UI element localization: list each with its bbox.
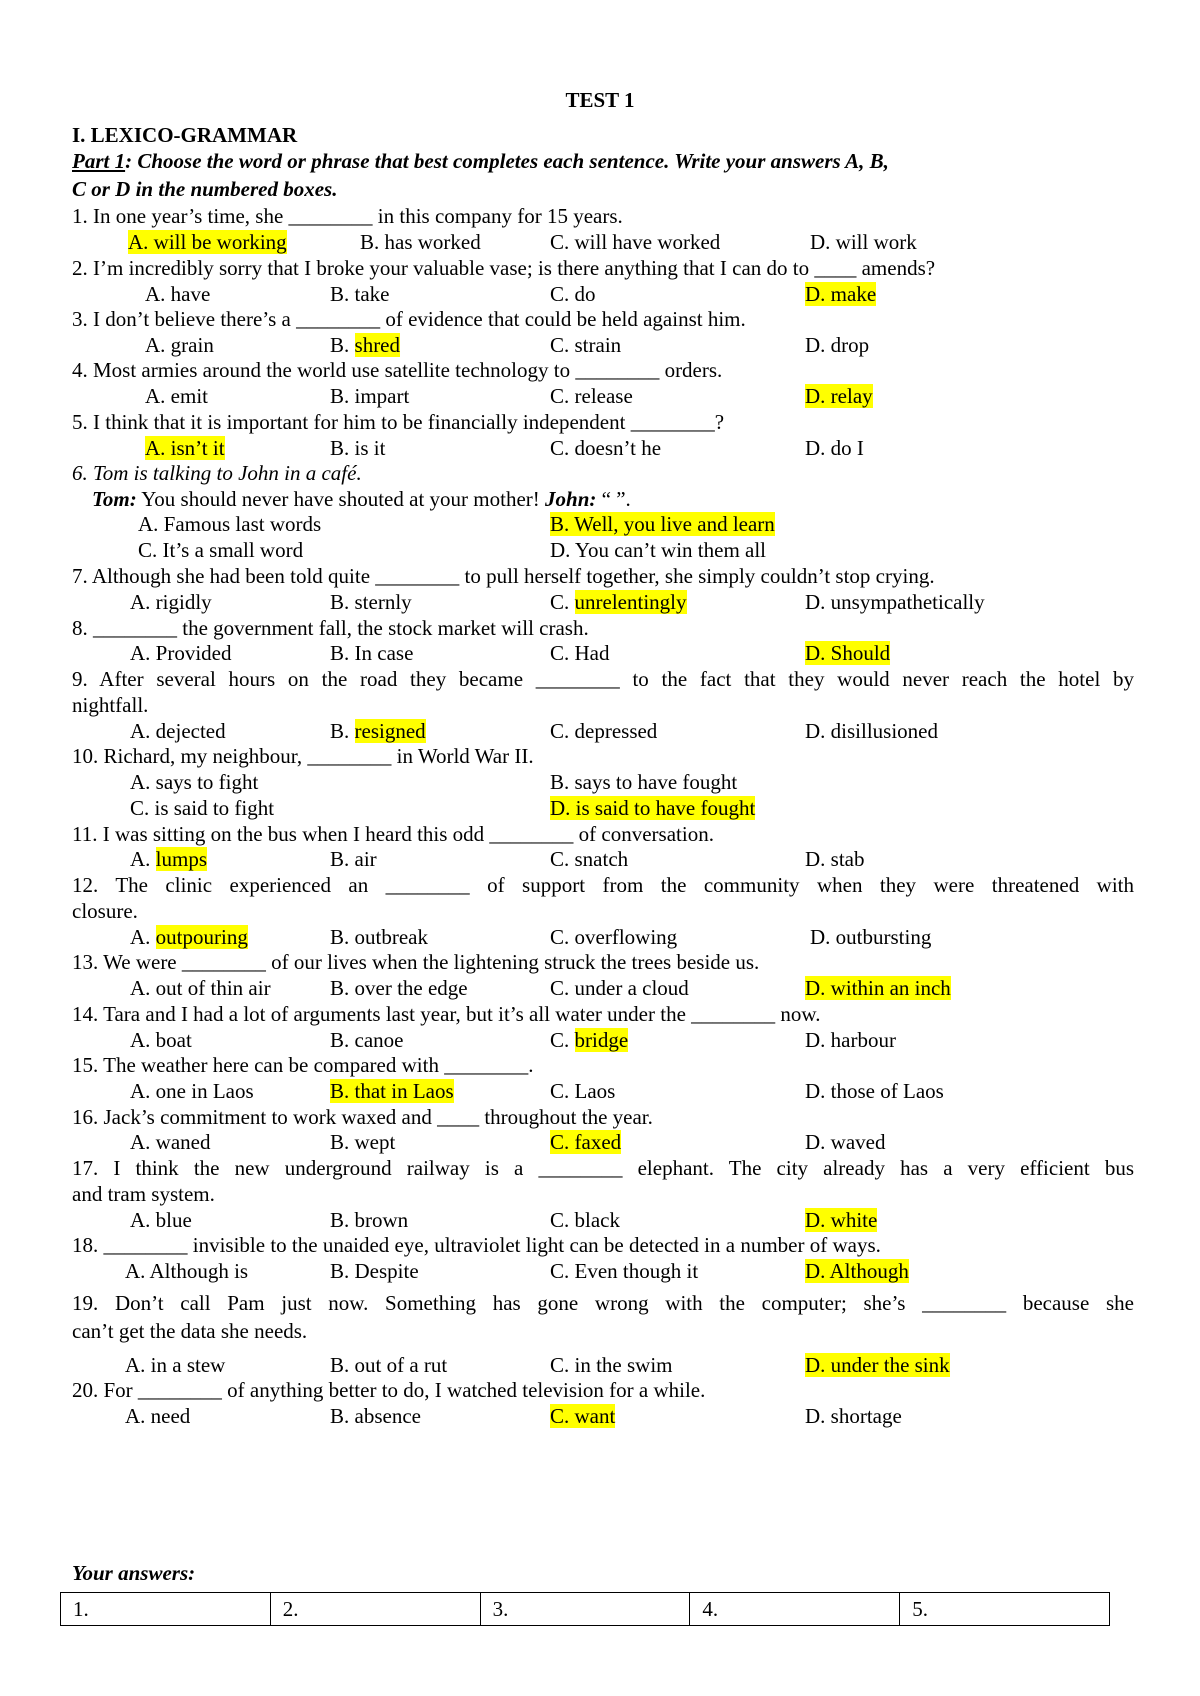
question-1-option-d[interactable] [810,229,917,255]
option-text: A. rigidly [130,590,212,614]
option-text: D. drop [805,333,870,357]
question-7-option-a[interactable] [130,589,212,615]
speaker-john: John: [545,487,597,511]
highlighted-answer: unrelentingly [574,590,687,614]
option-text: C. It’s a small word [138,538,304,562]
answer-box-4[interactable]: 4. [690,1593,900,1626]
answer-box-3[interactable]: 3. [480,1593,690,1626]
highlighted-answer: D. within an inch [805,976,951,1000]
question-19-option-c[interactable] [550,1352,673,1378]
instruction-text-1: : Choose the word or phrase that best completes each sentence. Write your answers A, B, [125,149,889,173]
question-10-text: 10. Richard, my neighbour, ________ in World War II. [72,744,534,768]
highlighted-answer: A. isn’t it [145,436,225,460]
question-10-option-b[interactable] [550,769,737,795]
option-text: C. snatch [550,847,629,871]
question-5-option-c[interactable] [550,435,661,461]
option-text: D. disillusioned [805,719,939,743]
highlighted-answer: A. will be working [128,230,287,254]
option-text: A. out of thin air [130,976,271,1000]
question-19-text: can’t get the data she needs. [72,1319,308,1343]
question-17-text: 17. I think the new underground railway is a ________ elephant. The city already has a very efficient bus [72,1156,1134,1180]
tom-utterance: You should never have shouted at your mother! [136,487,546,511]
question-1-text: 1. In one year’s time, she ________ in this company for 15 years. [72,204,623,228]
question-17-option-c[interactable] [550,1207,620,1233]
answer-box-1[interactable]: 1. [61,1593,271,1626]
highlighted-answer: D. relay [805,384,873,408]
question-10-option-a[interactable] [130,769,258,795]
option-text: B. In case [330,641,414,665]
highlighted-answer: B. that in Laos [330,1079,454,1103]
option-text: B. out of a rut [330,1353,448,1377]
question-7-option-b[interactable] [330,589,412,615]
highlighted-answer: D. Should [805,641,891,665]
question-4-option-b[interactable] [330,383,409,409]
question-2-option-c[interactable] [550,281,596,307]
question-8-option-a[interactable] [130,640,232,666]
answer-row [61,1593,1110,1626]
question-10-option-d[interactable] [550,795,755,821]
question-6-text: 6. Tom is talking to John in a café. [72,461,362,485]
question-8-option-d[interactable] [805,640,890,666]
question-6-option-b[interactable] [550,511,775,537]
question-2-option-b[interactable] [330,281,389,307]
question-13-option-d[interactable] [805,975,951,1001]
question-16-option-a[interactable] [130,1129,210,1155]
question-1-option-a[interactable] [128,229,287,255]
option-text: B. over the edge [330,976,468,1000]
question-12-text: 12. The clinic experienced an ________ of support from the community when they were threatened with [72,873,1134,897]
question-5-option-a[interactable] [145,435,225,461]
question-17-option-b[interactable] [330,1207,408,1233]
question-19-option-d[interactable] [805,1352,950,1378]
option-text: C. will have worked [550,230,721,254]
option-text: A. dejected [130,719,226,743]
question-8-option-b[interactable] [330,640,413,666]
question-16-option-b[interactable] [330,1129,395,1155]
test-title: TEST 1 [565,88,635,112]
question-10-option-c[interactable] [130,795,274,821]
option-text: C. strain [550,333,622,357]
question-15-option-c[interactable] [550,1078,615,1104]
question-19-option-b[interactable] [330,1352,447,1378]
question-13-option-b[interactable] [330,975,468,1001]
option-text: C. depressed [550,719,658,743]
question-20-option-b[interactable] [330,1403,421,1429]
question-3-option-b[interactable] [330,332,400,358]
highlighted-answer: C. faxed [550,1130,622,1154]
question-12-text: closure. [72,899,138,923]
question-1-option-c[interactable] [550,229,720,255]
question-6-option-d[interactable] [550,537,766,563]
option-text: B. is it [330,436,386,460]
question-5-text: 5. I think that it is important for him to be financially independent ________? [72,410,725,434]
part-label: Part 1 [72,149,126,173]
question-12-option-c[interactable] [550,924,677,950]
question-4-option-c[interactable] [550,383,633,409]
option-text: C. doesn’t he [550,436,662,460]
question-1-option-b[interactable] [360,229,481,255]
question-18-option-b[interactable] [330,1258,419,1284]
question-15-option-b[interactable] [330,1078,454,1104]
question-3-option-a[interactable] [145,332,214,358]
option-text: B. sternly [330,590,412,614]
question-14-option-a[interactable] [130,1027,192,1053]
question-14-option-c[interactable] [550,1027,628,1053]
question-13-text: 13. We were ________ of our lives when the lightening struck the trees beside us. [72,950,760,974]
option-text: A. Although is [125,1259,249,1283]
question-15-option-d[interactable] [805,1078,944,1104]
option-text: D. waved [805,1130,886,1154]
option-text: B. Despite [330,1259,419,1283]
question-5-option-b[interactable] [330,435,385,461]
option-text: D. outbursting [810,925,932,949]
question-3-option-c[interactable] [550,332,621,358]
option-text: B. outbreak [330,925,428,949]
question-14-text: 14. Tara and I had a lot of arguments last year, but it’s all water under the ________ now. [72,1002,821,1026]
highlighted-answer: D. make [805,282,877,306]
question-19-option-a[interactable] [125,1352,225,1378]
question-12-option-a[interactable] [130,924,248,950]
option-text: A. Famous last words [138,512,322,536]
option-text: B. absence [330,1404,421,1428]
question-16-text: 16. Jack’s commitment to work waxed and ____ throughout the year. [72,1105,653,1129]
option-text: B. wept [330,1130,396,1154]
option-text: A. blue [130,1208,192,1232]
highlighted-answer: resigned [354,719,426,743]
highlighted-answer: B. Well, you live and learn [550,512,775,536]
option-text: A. [130,925,156,949]
option-text: B. take [330,282,390,306]
question-16-option-d[interactable] [805,1129,885,1155]
question-11-option-a[interactable] [130,846,207,872]
question-8-option-c[interactable] [550,640,610,666]
question-13-option-a[interactable] [130,975,271,1001]
question-17-text: and tram system. [72,1182,215,1206]
question-9-option-d[interactable] [805,718,938,744]
highlighted-answer: D. is said to have fought [550,796,756,820]
question-12-option-b[interactable] [330,924,428,950]
option-text: B. [330,719,355,743]
highlighted-answer: D. under the sink [805,1353,950,1377]
option-text: A. emit [145,384,208,408]
option-text: A. boat [130,1028,192,1052]
question-19-text: 19. Don’t call Pam just now. Something has gone wrong with the computer; she’s ________ because she [72,1291,1134,1315]
highlighted-answer: bridge [574,1028,629,1052]
option-text: A. need [125,1404,191,1428]
question-6-option-c[interactable] [138,537,303,563]
question-7-option-c[interactable] [550,589,687,615]
question-12-option-d[interactable] [810,924,931,950]
question-7-option-d[interactable] [805,589,985,615]
question-20-option-c[interactable] [550,1403,615,1429]
section-heading: I. LEXICO-GRAMMAR [72,123,298,147]
question-15-text: 15. The weather here can be compared with ________. [72,1053,534,1077]
highlighted-answer: outpouring [155,925,248,949]
question-14-option-d[interactable] [805,1027,896,1053]
question-16-option-c[interactable] [550,1129,621,1155]
dialog-line [92,486,631,512]
option-text: C. overflowing [550,925,678,949]
question-3-text: 3. I don’t believe there’s a ________ of evidence that could be held against him. [72,307,746,331]
question-8-text: 8. ________ the government fall, the stock market will crash. [72,616,589,640]
question-2-option-a[interactable] [145,281,210,307]
option-text: C. Had [550,641,610,665]
question-20-option-d[interactable] [805,1403,902,1429]
option-text: A. [130,847,156,871]
part-instruction-line-2: C or D in the numbered boxes. [72,177,338,201]
question-18-option-c[interactable] [550,1258,698,1284]
option-text: D. do I [805,436,864,460]
question-14-option-b[interactable] [330,1027,403,1053]
option-text: A. in a stew [125,1353,226,1377]
option-text: C. [550,1028,575,1052]
option-text: B. [330,333,355,357]
option-text: A. waned [130,1130,211,1154]
option-text: D. harbour [805,1028,896,1052]
option-text: D. shortage [805,1404,902,1428]
question-11-option-d[interactable] [805,846,865,872]
question-20-option-a[interactable] [125,1403,190,1429]
question-11-option-b[interactable] [330,846,377,872]
option-text: A. one in Laos [130,1079,254,1103]
option-text: A. says to fight [130,770,259,794]
answers-label: Your answers: [72,1561,196,1585]
question-9-text: 9. After several hours on the road they became ________ to the fact that they would never reach the hotel by [72,667,1134,691]
question-9-text: nightfall. [72,693,149,717]
answer-table [60,1592,1110,1626]
option-text: C. is said to fight [130,796,275,820]
question-9-option-b[interactable] [330,718,426,744]
option-text: C. black [550,1208,620,1232]
option-text: C. do [550,282,596,306]
option-text: C. Laos [550,1079,616,1103]
question-18-option-d[interactable] [805,1258,909,1284]
answer-box-2[interactable]: 2. [270,1593,480,1626]
question-2-option-d[interactable] [805,281,876,307]
option-text: B. impart [330,384,410,408]
question-9-option-a[interactable] [130,718,226,744]
option-text: C. release [550,384,633,408]
option-text: C. under a cloud [550,976,689,1000]
question-7-text: 7. Although she had been told quite ________ to pull herself together, she simply couldn’t stop crying. [72,564,935,588]
option-text: D. unsympathetically [805,590,985,614]
question-17-option-d[interactable] [805,1207,877,1233]
question-13-option-c[interactable] [550,975,689,1001]
question-17-option-a[interactable] [130,1207,192,1233]
option-text: B. brown [330,1208,409,1232]
option-text: B. has worked [360,230,481,254]
option-text: C. Even though it [550,1259,699,1283]
option-text: A. Provided [130,641,232,665]
question-11-text: 11. I was sitting on the bus when I heard this odd ________ of conversation. [72,822,714,846]
option-text: B. says to have fought [550,770,738,794]
john-utterance: “ ”. [596,487,631,511]
highlighted-answer: C. want [550,1404,616,1428]
question-6-option-a[interactable] [138,511,321,537]
highlighted-answer: lumps [155,847,208,871]
highlighted-answer: shred [354,333,401,357]
option-text: C. in the swim [550,1353,673,1377]
option-text: D. stab [805,847,865,871]
option-text: B. air [330,847,377,871]
part-instruction-line-1 [72,148,889,174]
option-text: D. those of Laos [805,1079,944,1103]
question-18-option-a[interactable] [125,1258,248,1284]
option-text: A. have [145,282,211,306]
option-text: D. will work [810,230,917,254]
option-text: B. canoe [330,1028,404,1052]
question-4-option-a[interactable] [145,383,208,409]
highlighted-answer: D. Although [805,1259,909,1283]
question-2-text: 2. I’m incredibly sorry that I broke your valuable vase; is there anything that I can do to ____ amends? [72,256,936,280]
question-3-option-d[interactable] [805,332,869,358]
question-18-text: 18. ________ invisible to the unaided eye, ultraviolet light can be detected in a number of ways. [72,1233,881,1257]
speaker-tom: Tom: [92,487,137,511]
question-9-option-c[interactable] [550,718,657,744]
question-15-option-a[interactable] [130,1078,254,1104]
option-text: A. grain [145,333,214,357]
highlighted-answer: D. white [805,1208,878,1232]
question-5-option-d[interactable] [805,435,864,461]
answer-box-5[interactable]: 5. [900,1593,1110,1626]
option-text: D. You can’t win them all [550,538,767,562]
question-4-option-d[interactable] [805,383,873,409]
question-20-text: 20. For ________ of anything better to do, I watched television for a while. [72,1378,706,1402]
question-11-option-c[interactable] [550,846,628,872]
option-text: C. [550,590,575,614]
question-4-text: 4. Most armies around the world use satellite technology to ________ orders. [72,358,723,382]
